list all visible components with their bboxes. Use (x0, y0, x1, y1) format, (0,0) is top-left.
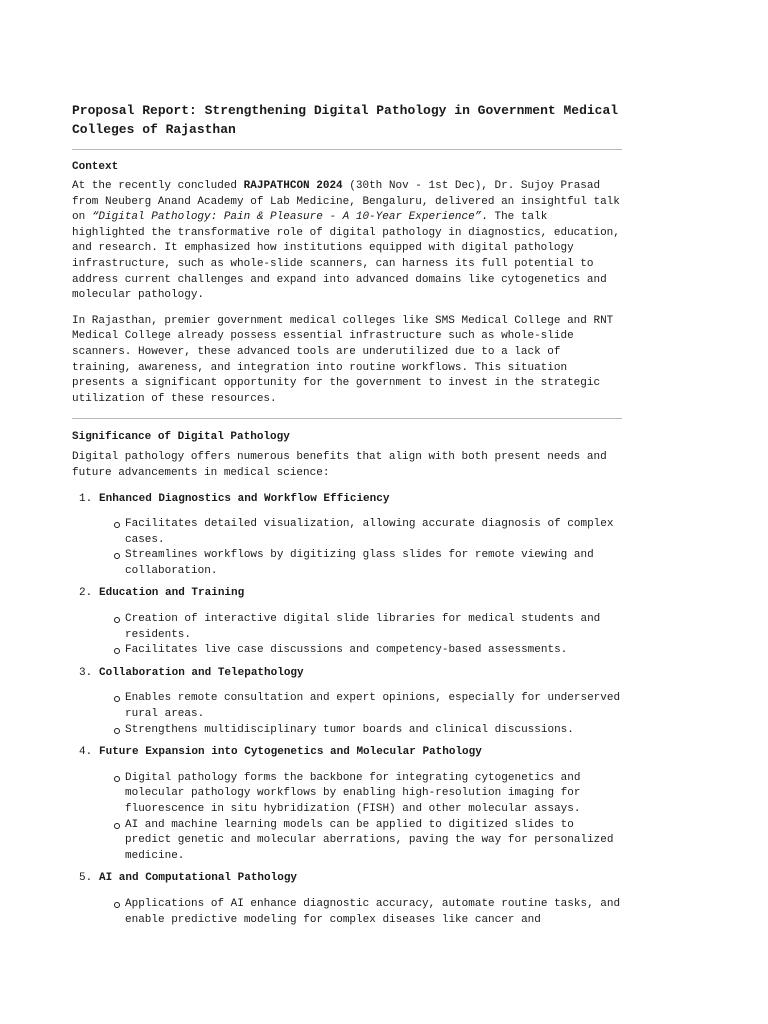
bullet-text: Facilitates detailed visualization, allowing accurate diagnosis of complex cases. (125, 518, 614, 546)
bullet-text: Creation of interactive digital slide libraries for medical students and residents. (125, 613, 601, 641)
benefit-number: 2. (79, 587, 93, 600)
bullet-circle-icon (114, 823, 120, 829)
benefits-list (72, 492, 622, 929)
benefit-number: 4. (79, 746, 93, 759)
bullet-text: Applications of AI enhance diagnostic accuracy, automate routine tasks, and enable predictive modeling for complex diseases like cancer and (125, 897, 621, 926)
bullet-circle-icon (114, 553, 120, 559)
bullet-text: Enables remote consultation and expert opinions, especially for underserved rural areas. (125, 692, 621, 721)
bullet-text: Strengthens multidisciplinary tumor boards and clinical discussions. (125, 723, 574, 736)
bullet-circle-icon (114, 522, 120, 528)
benefit-title: Education and Training (99, 587, 245, 600)
context-paragraph-1 (72, 179, 622, 304)
bullet-item (125, 691, 622, 722)
significance-heading: Significance of Digital Pathology (72, 431, 290, 444)
benefit-item-header (72, 871, 622, 887)
benefit-item (72, 492, 622, 580)
context-p1-text-b: (30th Nov - 1st Dec), Dr. Sujoy Prasad from Neuberg Anand Academy of Lab Medicine, Bengaluru, delivered an insightful talk on (72, 180, 620, 224)
bullet-circle-icon (114, 696, 120, 702)
benefit-item-header (72, 492, 622, 508)
benefit-title: Enhanced Diagnostics and Workflow Efficiency (99, 492, 390, 505)
context-p1-text-c: . The talk highlighted the transformative role of digital pathology in diagnostics, education, and research. It emphasized how institutions equipped with digital pathology infrastructure, such as whole-slide scanners, can harness its full potential to address current challenges and expand into advanced domains like cytogenetics and molecular pathology. (72, 211, 620, 302)
context-paragraph-2: In Rajasthan, premier government medical colleges like SMS Medical College and RNT Medical College already possess essential infrastructure such as whole-slide scanners. However, these advanced tools are underutilized due to a lack of training, awareness, and integration into routine workflows. This situation presents a significant opportunity for the government to invest in the strategic utilization of these resources. (72, 314, 614, 405)
context-heading: Context (72, 161, 119, 173)
bullet-item (125, 548, 622, 579)
bullet-circle-icon (114, 902, 120, 908)
benefit-bullets (125, 897, 622, 928)
bullet-circle-icon (114, 728, 120, 734)
benefit-item-header (72, 586, 622, 602)
bullet-item (125, 771, 622, 818)
benefit-number: 5. (79, 872, 93, 885)
benefit-bullets (125, 691, 622, 738)
benefit-bullets (125, 771, 622, 865)
bullet-text: Streamlines workflows by digitizing glass slides for remote viewing and collaboration. (125, 549, 594, 577)
bullet-item (125, 643, 622, 659)
benefit-bullets (125, 612, 622, 659)
benefit-title: AI and Computational Pathology (99, 872, 298, 885)
bullet-circle-icon (114, 776, 120, 782)
benefit-item (72, 871, 622, 928)
benefit-item (72, 666, 622, 738)
bullet-item (125, 897, 622, 928)
bullet-circle-icon (114, 617, 120, 623)
bullet-circle-icon (114, 648, 120, 654)
bullet-item (125, 612, 622, 643)
benefit-item (72, 586, 622, 658)
context-p1-text-a: At the recently concluded (72, 180, 244, 192)
conference-name: RAJPATHCON 2024 (243, 180, 343, 192)
bullet-text: Digital pathology forms the backbone for integrating cytogenetics and molecular pathology workflows by enabling high-resolution imaging for fluorescence in situ hybridization (FISH) and other molecular assays. (125, 771, 581, 815)
benefit-number: 1. (79, 492, 93, 505)
bullet-text: AI and machine learning models can be applied to digitized slides to predict genetic and molecular aberrations, paving the way for personalized medicine. (125, 818, 614, 862)
bullet-item (125, 517, 622, 548)
benefit-bullets (125, 517, 622, 579)
bullet-item (125, 818, 622, 865)
benefit-number: 3. (79, 666, 93, 679)
bullet-item (125, 723, 622, 739)
benefit-item-header (72, 666, 622, 682)
bullet-text: Facilitates live case discussions and competency-based assessments. (125, 644, 568, 657)
report-title: Proposal Report: Strengthening Digital Pathology in Government Medical Colleges of Rajasthan (72, 103, 619, 137)
divider (72, 418, 622, 419)
benefit-title: Future Expansion into Cytogenetics and Molecular Pathology (99, 746, 482, 759)
benefit-title: Collaboration and Telepathology (99, 666, 304, 679)
benefit-item-header (72, 745, 622, 761)
talk-title: “Digital Pathology: Pain & Pleasure - A 10-Year Experience” (91, 211, 482, 224)
divider (72, 149, 622, 150)
benefit-item (72, 745, 622, 864)
significance-intro: Digital pathology offers numerous benefits that align with both present needs and future advancements in medical science: (72, 451, 607, 479)
